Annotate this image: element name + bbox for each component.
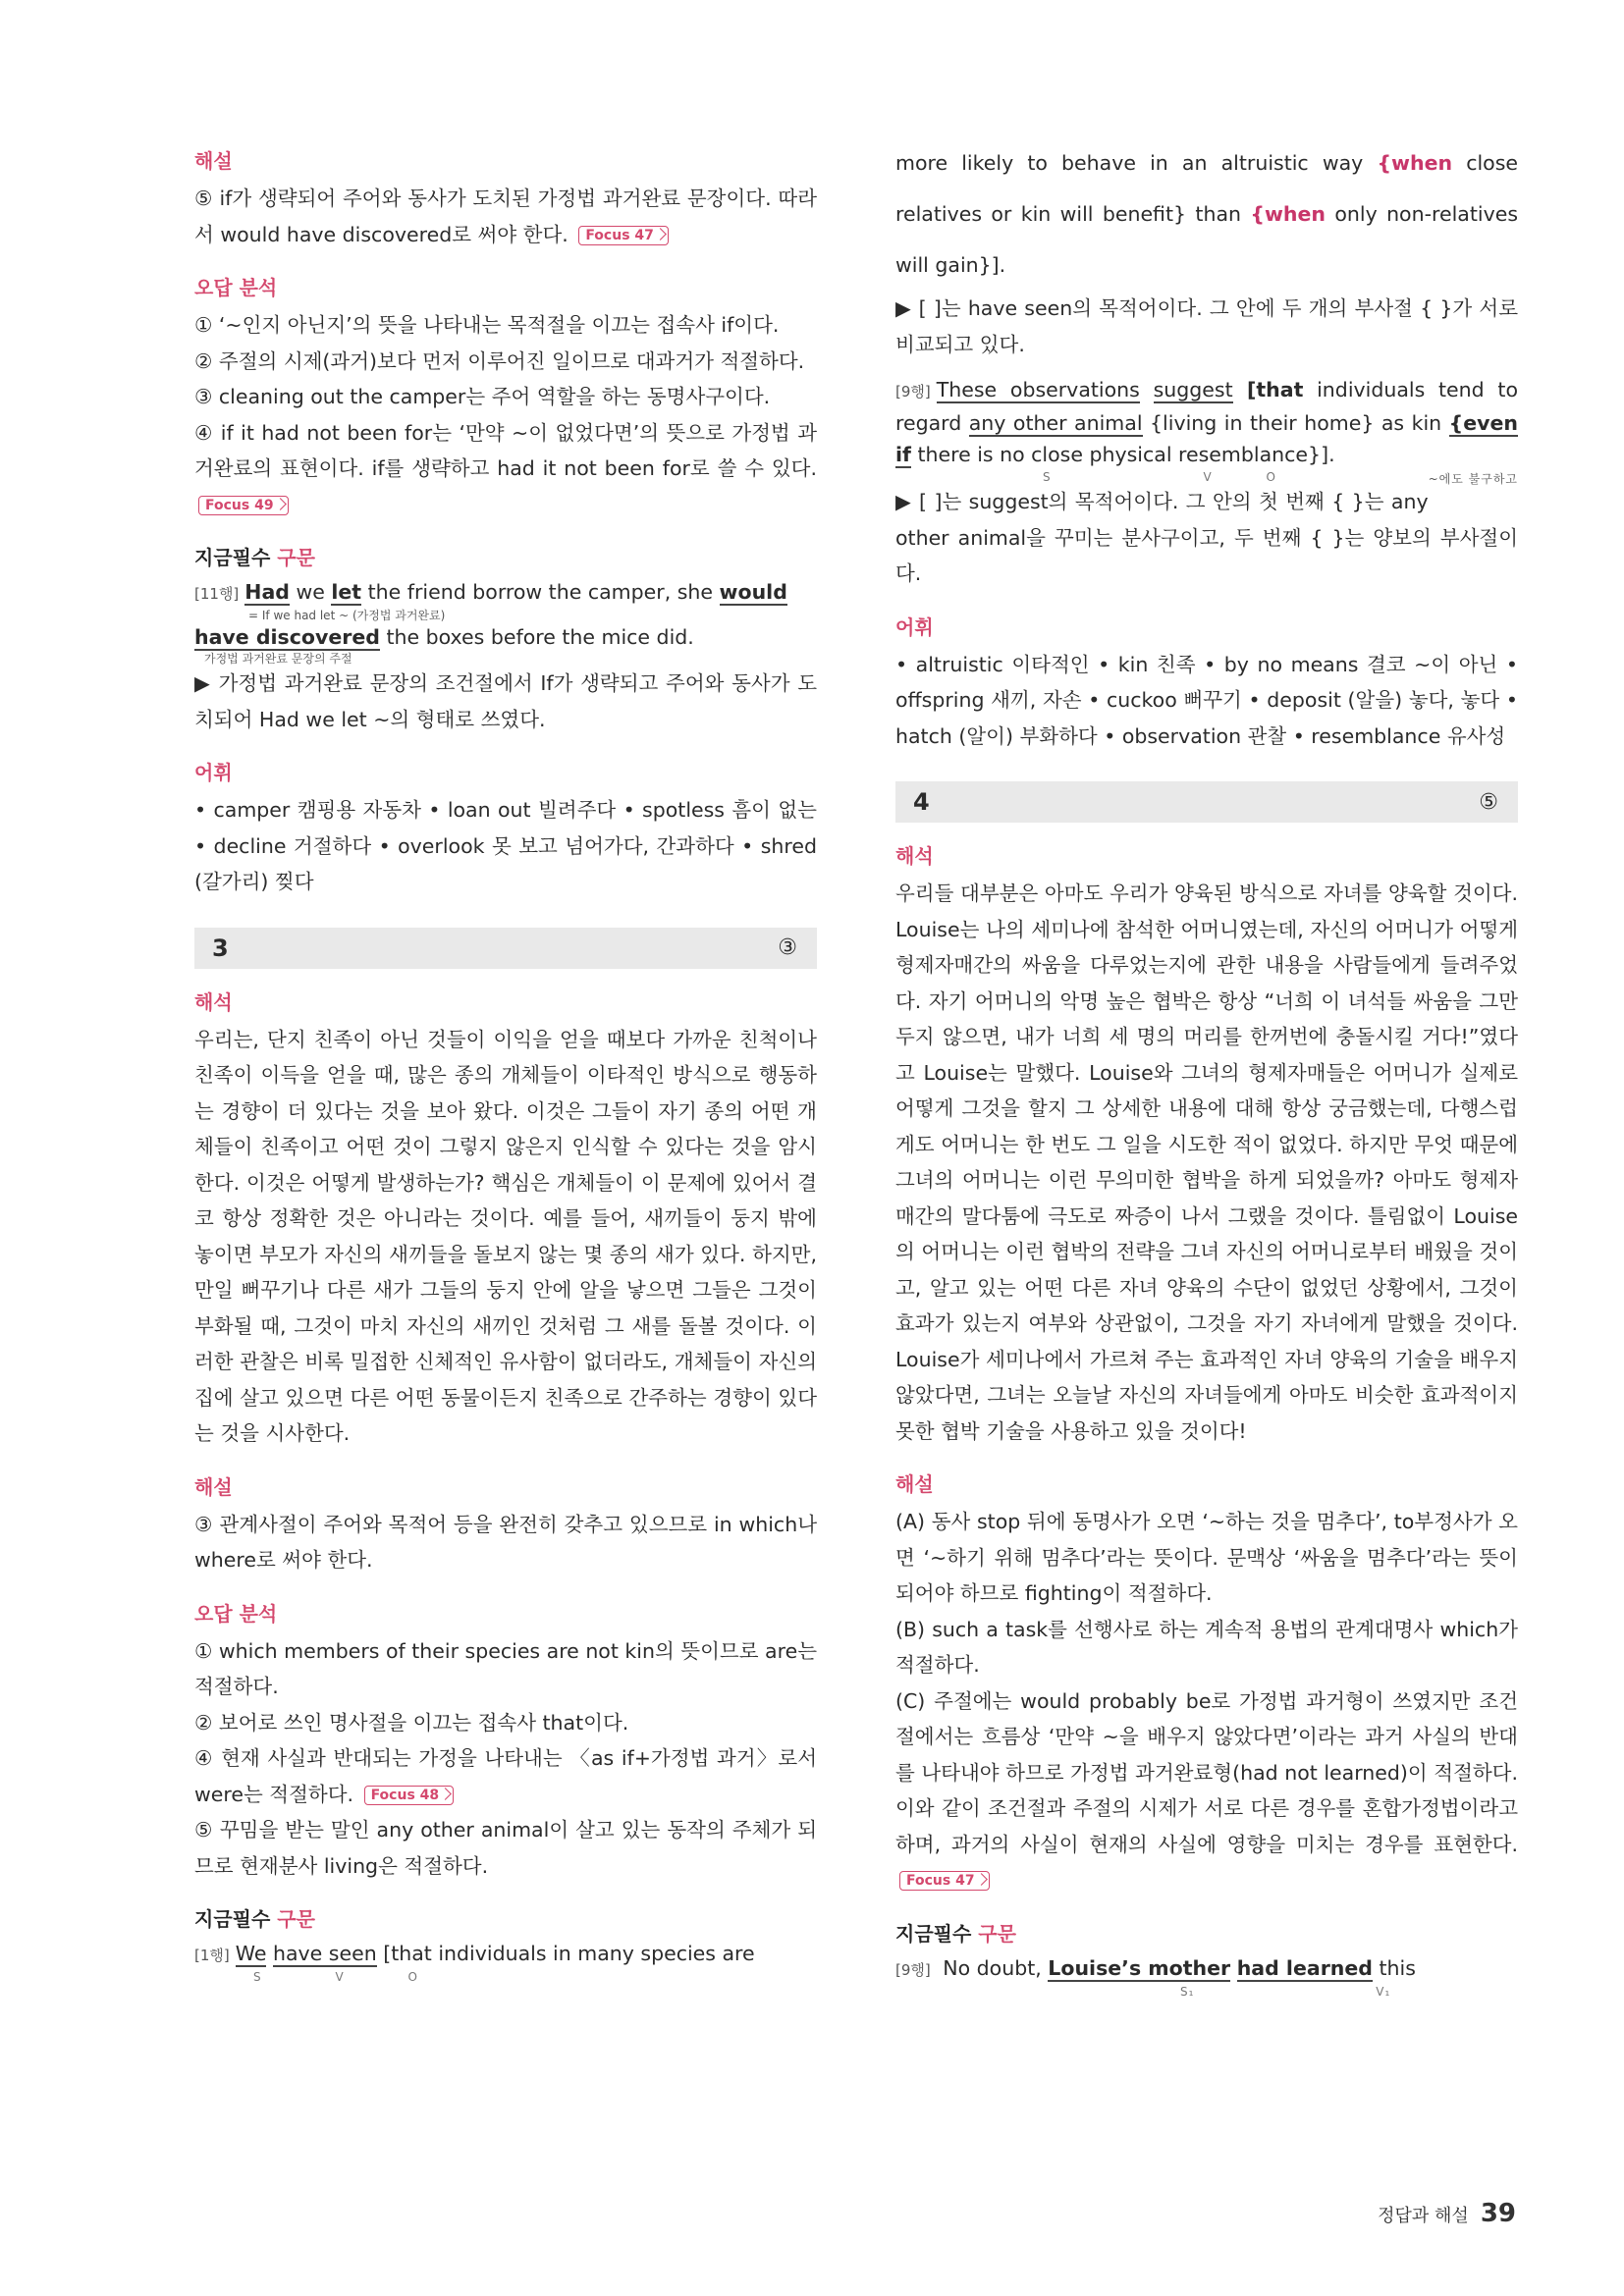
section-heading: 어휘 — [194, 761, 233, 784]
line-number: [1행] — [194, 1947, 230, 1964]
label-v1: V₁ — [1376, 1984, 1391, 1999]
sentence-part: the boxes before the mice did. — [379, 625, 694, 649]
key-sentence — [895, 137, 1518, 291]
section-heading — [895, 1920, 1518, 1948]
explanation-text: ③ 관계사절이 주어와 목적어 등을 완전히 갖추고 있으므로 in which나 where로 써야 한다. — [194, 1512, 817, 1572]
footer-label: 정답과 해설 — [1378, 2206, 1469, 2226]
explanation-body: ⑤ if가 생략되어 주어와 동사가 도치된 가정법 과거완료 문장이다. 따라서 would have discovered로 써야 한다. — [194, 187, 817, 246]
label-o: O — [407, 1970, 418, 1984]
heading-part: 구문 — [270, 546, 315, 569]
sentence-part: any other animal — [968, 411, 1143, 435]
sentence-part: individuals tend to regard — [895, 378, 1518, 435]
sentence-part: close relatives or kin will benefit} than — [895, 151, 1518, 226]
sentence-part: We — [235, 1942, 267, 1965]
sentence-part: [that — [1232, 378, 1304, 401]
key-sentence — [194, 1939, 817, 1970]
annotation: 가정법 과거완료 문장의 주절 — [204, 652, 352, 666]
explanation-text: (C) 주절에는 would probably be로 가정법 과거형이 쓰였지만 조건절에서는 흐름상 ‘만약 ~을 배우지 않았다면’이라는 과거 사실의 반대를 나타내야 하므로 가정법 과거완료형(had not learned)이 적절하다. 이와 같이 조건절과 주절의 시제가 서로 다른 경우를 혼합가정법이라고 하며, 과거의 사실이 현재의 사실에 영향을 미치는 경우를 표현한다. — [895, 1688, 1518, 1856]
label-o: O — [1266, 470, 1276, 484]
section-heading: 어휘 — [895, 614, 934, 639]
sentence-part: suggest — [1153, 378, 1233, 401]
label-s: S — [1043, 470, 1052, 484]
explanation-text — [194, 181, 817, 252]
right-column — [895, 147, 1518, 1999]
focus-tag: Focus 47 — [578, 226, 669, 245]
wrong-answer-item: ⑤ 꾸밈을 받는 말인 any other animal이 살고 있는 동작의 주체가 되므로 현재분사 living은 적절하다. — [194, 1818, 817, 1878]
wrong-answer-item — [194, 415, 817, 523]
section-heading — [194, 1905, 817, 1933]
explanation-item: (A) 동사 stop 뒤에 동명사가 오면 ‘~하는 것을 멈추다’, to부정사가 오면 ‘~하기 위해 멈추다’라는 뜻이다. 문맥상 ‘싸움을 멈추다’라는 뜻이 되어야 하므로 fighting이 적절하다. — [895, 1510, 1518, 1605]
section-heading: 해석 — [194, 989, 233, 1014]
focus-tag: Focus 49 — [198, 496, 289, 515]
explanation-item — [895, 1683, 1518, 1898]
label-v: V — [335, 1970, 345, 1984]
key-sentence-note: ▶ [ ]는 suggest의 목적어이다. 그 안의 첫 번째 { }는 any other animal을 꾸미는 분사구이고, 두 번째 { }는 양보의 부사절이다. — [895, 490, 1518, 585]
sentence-part — [1230, 1956, 1237, 1980]
sentence-part: there is no close physical resemblance}]. — [910, 443, 1335, 466]
grammar-labels — [895, 470, 1518, 484]
wrong-answer-text: ④ if it had not been for는 ‘만약 ~이 없었다면’의 뜻으로 가정법 과거완료의 표현이다. if를 생략하고 had it not been for로 쓸 수 있다. — [194, 420, 817, 480]
answer-mark: ⑤ — [1479, 789, 1498, 815]
label-s: S — [253, 1970, 262, 1984]
heading-part: 지금필수 — [895, 1921, 972, 1946]
grammar-labels — [194, 1970, 817, 1984]
sentence-part: only non-relatives will gain}]. — [895, 202, 1518, 277]
wrong-answer-item: ③ cleaning out the camper는 주어 역할을 하는 동명사구이다. — [194, 385, 771, 408]
annotation: = If we had let ~ (가정법 과거완료) — [248, 609, 446, 622]
page-footer — [1378, 2199, 1516, 2228]
wrong-answer-item: ② 주절의 시제(과거)보다 먼저 이루어진 일이므로 대과거가 적절하다. — [194, 348, 805, 373]
focus-tag: Focus 47 — [899, 1871, 990, 1891]
question-bar — [895, 781, 1518, 823]
key-sentence — [895, 374, 1518, 470]
heading-part: 지금필수 — [194, 1907, 271, 1931]
section-heading: 해설 — [194, 149, 233, 173]
sentence-part: have discovered — [194, 625, 380, 649]
sentence-part: more likely to behave in an altruistic way — [895, 151, 1378, 175]
answer-mark: ③ — [778, 935, 797, 960]
sentence-part: Louise’s mother — [1048, 1955, 1231, 1980]
sentence-part: would — [719, 580, 787, 604]
section-heading: 해설 — [194, 1474, 233, 1499]
sentence-part: {living in their home} as kin — [1142, 411, 1449, 435]
key-sentence — [194, 622, 817, 652]
heading-part: 구문 — [971, 1921, 1016, 1946]
wrong-answer-item — [194, 1740, 817, 1812]
line-number: [9행] — [895, 1960, 931, 1979]
line-number: [11행] — [194, 585, 240, 603]
sentence-part: {when — [1250, 202, 1326, 226]
left-column — [194, 147, 817, 1984]
sentence-part: have seen — [272, 1942, 377, 1965]
wrong-answer-text: ④ 현재 사실과 반대되는 가정을 나타내는 〈as if+가정법 과거〉로서 were는 적절하다. — [194, 1746, 817, 1806]
label-v: V — [1203, 470, 1213, 484]
annotation: ~에도 불구하고 — [1428, 472, 1518, 486]
sentence-part: we — [289, 580, 332, 604]
sentence-part: the friend borrow the camper, she — [361, 580, 720, 604]
heading-part: 지금필수 — [194, 546, 271, 569]
sentence-part: Had — [244, 580, 290, 604]
label-s1: S₁ — [1180, 1984, 1195, 1999]
section-heading — [194, 544, 817, 571]
wrong-answer-item: ① ‘~인지 아닌지’의 뜻을 나타내는 목적절을 이끄는 접속사 if이다. — [194, 313, 780, 337]
sentence-part: {when — [1377, 151, 1453, 175]
question-number: 3 — [212, 934, 229, 962]
key-sentence-note: ▶ [ ]는 have seen의 목적어이다. 그 안에 두 개의 부사절 { }가 서로 비교되고 있다. — [895, 296, 1518, 356]
translation-text: 우리는, 단지 친족이 아닌 것들이 이익을 얻을 때보다 가까운 친척이나 친족이 이득을 얻을 때, 많은 종의 개체들이 이타적인 방식으로 행동하는 경향이 더 있다는 것을 보아 왔다. 이것은 그들이 자기 종의 어떤 개체들이 친족이고 어떤 것이 그렇지 않은지 인식할 수 있다는 것을 암시한다. 이것은 어떻게 발생하는가? 핵심은 개체들이 이 문제에 있어서 결코 항상 정확한 것은 아니라는 것이다. 예를 들어, 새끼들이 둥지 밖에 놓이면 부모가 자신의 새끼들을 돌보지 않는 몇 종의 새가 있다. 하지만, 만일 뻐꾸기나 다른 새가 그들의 둥지 안에 알을 낳으면 그들은 그것이 부화될 때, 그것이 마치 자신의 새끼인 것처럼 그 새를 돌볼 것이다. 이러한 관찰은 비록 밀접한 신체적인 유사함이 없더라도, 개체들이 자신의 집에 살고 있으면 다른 어떤 동물이든지 친족으로 간주하는 경향이 있다는 것을 시사한다. — [194, 1027, 817, 1445]
sentence-part: These observations — [936, 378, 1140, 401]
heading-part: 구문 — [270, 1907, 315, 1931]
sentence-part: [that individuals in many species are — [376, 1942, 755, 1965]
wrong-answer-item: ① which members of their species are not kin의 뜻이므로 are는 적절하다. — [194, 1638, 817, 1698]
vocabulary-list: • altruistic 이타적인 • kin 친족 • by no means 결코 ~이 아닌 • offspring 새끼, 자손 • cuckoo 뻐꾸기 • deposit (알을) 놓다, 놓다 • hatch (알이) 부화하다 • observation 관찰 • resemblance 유사성 — [895, 652, 1518, 748]
key-sentence — [895, 1953, 1518, 1985]
wrong-answer-item: ② 보어로 쓰인 명사절을 이끄는 접속사 that이다. — [194, 1710, 629, 1735]
vocabulary-list: • camper 캠핑용 자동차 • loan out 빌려주다 • spotless 흠이 없는 • decline 거절하다 • overlook 못 보고 넘어가다, 간과하다 • shred (갈가리) 찢다 — [194, 798, 817, 893]
sentence-part: {even if — [895, 411, 1518, 466]
key-sentence-note: ▶ 가정법 과거완료 문장의 조건절에서 If가 생략되고 주어와 동사가 도치되어 Had we let ~의 형태로 쓰였다. — [194, 671, 817, 731]
grammar-labels — [895, 1985, 1518, 1999]
sentence-part: this — [1372, 1955, 1416, 1980]
question-bar — [194, 928, 817, 969]
section-heading: 해석 — [895, 844, 934, 868]
question-number: 4 — [913, 788, 930, 816]
key-sentence — [194, 577, 817, 609]
line-number: [9행] — [895, 383, 931, 400]
page-number: 39 — [1480, 2199, 1516, 2228]
sentence-part: No doubt, — [936, 1955, 1049, 1980]
sentence-part: let — [331, 580, 362, 604]
section-heading: 오답 분석 — [194, 276, 278, 299]
section-heading: 해설 — [895, 1472, 934, 1496]
focus-tag: Focus 48 — [364, 1786, 455, 1805]
sentence-part: had learned — [1236, 1955, 1373, 1980]
section-heading: 오답 분석 — [194, 1601, 278, 1626]
explanation-item: (B) such a task를 선행사로 하는 계속적 용법의 관계대명사 which가 적절하다. — [895, 1617, 1518, 1677]
translation-text: 우리들 대부분은 아마도 우리가 양육된 방식으로 자녀를 양육할 것이다. Louise는 나의 세미나에 참석한 어머니였는데, 자신의 어머니가 어떻게 형제자매간의 싸움을 다루었는지에 관한 내용을 사람들에게 들려주었다. 자기 어머니의 악명 높은 협박은 항상 “너희 이 녀석들 싸움을 그만두지 않으면, 내가 너희 세 명의 머리를 한꺼번에 충돌시킬 거다!”였다고 Louise는 말했다. Louise와 그녀의 형제자매들은 어머니가 실제로 어떻게 그것을 할지 그 상세한 내용에 대해 항상 궁금했는데, 다행스럽게도 어머니는 한 번도 그 일을 시도한 적이 없었다. 하지만 무엇 때문에 그녀의 어머니는 이런 무의미한 협박을 하게 되었을까? 아마도 형제자매간의 말다툼에 극도로 짜증이 나서 그랬을 것이다. 틀림없이 Louise의 어머니는 이런 협박의 전략을 그녀 자신의 어머니로부터 배웠을 것이고, 알고 있는 어떤 다른 자녀 양육의 수단이 없었던 상황에서, 그것이 효과가 있는지 여부와 상관없이, 그것을 자기 자녀에게 말했을 것이다. Louise가 세미나에서 가르쳐 주는 효과적인 자녀 양육의 기술을 배우지 않았다면, 그녀는 오늘날 자신의 자녀들에게 아마도 비슷한 효과적이지 못한 협박 기술을 사용하고 있을 것이다! — [895, 881, 1518, 1443]
